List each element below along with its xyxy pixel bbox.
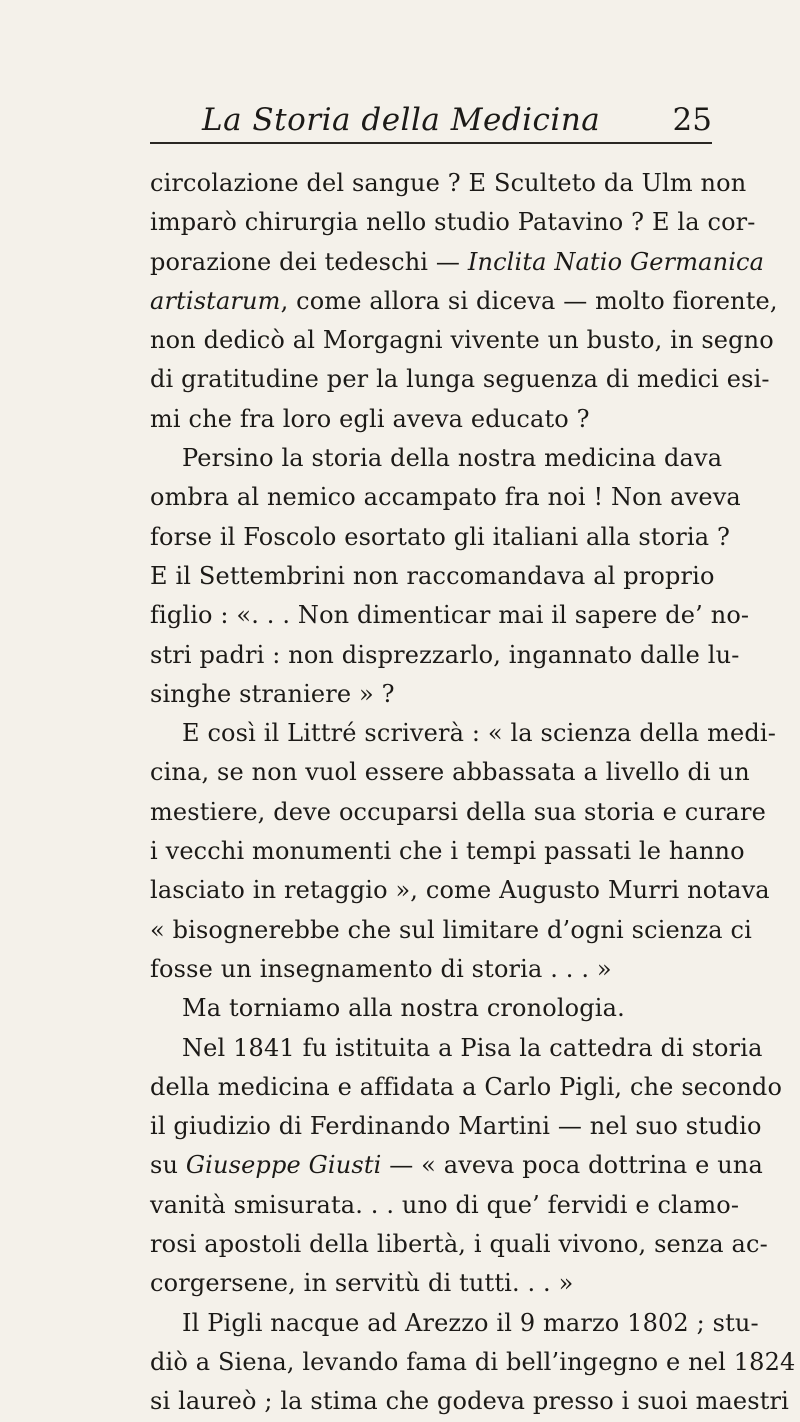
text-segment: diò a Siena, levando fama di bell’ingegno e nel 1824 [150,1347,796,1376]
text-segment: lasciato in retaggio », come Augusto Murri notava [150,876,770,905]
text-line [150,596,750,635]
text-line [150,1186,740,1225]
text-line [150,1107,762,1146]
text-segment: Il Pigli nacque ad Arezzo il 9 marzo 1802 ; stu- [182,1308,759,1337]
text-segment: « bisognerebbe che sul limitare d’ogni scienza ci [150,915,752,944]
text-line [150,243,765,282]
text-segment: figlio : «. . . Non dimenticar mai il sapere de’ no- [150,601,750,630]
italic-text: artistarum [150,286,281,315]
text-segment: singhe straniere » ? [150,679,395,708]
running-title: La Storia della Medicina [202,102,601,138]
text-line [150,360,770,399]
text-line [150,1225,768,1264]
text-line [150,793,766,832]
text-segment: forse il Foscolo esortato gli italiani alla storia ? [150,522,730,551]
text-line [150,1029,763,1068]
text-segment: i vecchi monumenti che i tempi passati le hanno [150,837,745,866]
text-segment: vanità smisurata. . . uno di que’ fervidi e clamo- [150,1190,740,1219]
text-segment: mi che fra loro egli aveva educato ? [150,404,590,433]
text-segment: su [150,1151,186,1180]
text-segment: il giudizio di Ferdinando Martini — nel suo studio [150,1112,762,1141]
text-segment: circolazione del sangue ? E Sculteto da Ulm non [150,169,747,197]
text-line [150,714,777,753]
text-line [150,557,715,596]
text-segment: si laureò ; la stima che godeva presso i suoi maestri [150,1387,789,1416]
italic-text: Inclita Natio Germanica [467,247,765,276]
text-segment: — « aveva poca dottrina e una [381,1151,763,1180]
text-segment: corgersene, in servitù di tutti. . . » [150,1269,574,1298]
text-segment: Persino la storia della nostra medicina dava [182,444,723,473]
body-text [150,164,796,1422]
text-segment: Nel 1841 fu istituita a Pisa la cattedra di storia [182,1033,763,1062]
text-segment: , come allora si diceva — molto fiorente, [280,286,778,315]
text-line [150,282,778,321]
text-line [150,911,752,950]
text-line [150,753,750,792]
text-segment: cina, se non vuol essere abbassata a livello di un [150,758,750,787]
text-line [150,518,730,557]
text-segment: E il Settembrini non raccomandava al proprio [150,561,715,590]
text-line [150,675,710,714]
text-line [150,1304,759,1343]
text-line [150,1382,789,1421]
text-segment: imparò chirurgia nello studio Patavino ? E la cor- [150,208,756,237]
italic-text: Giuseppe Giusti [185,1151,382,1180]
text-segment: porazione dei tedeschi — [150,247,468,276]
text-line [150,164,747,203]
text-line [150,439,723,478]
text-line [150,478,741,517]
text-line [150,989,710,1028]
running-header [150,100,712,144]
text-segment: ombra al nemico accampato fra noi ! Non aveva [150,483,741,512]
text-line [150,321,774,360]
text-line [150,871,770,910]
text-line [150,636,740,675]
text-line [150,1068,783,1107]
text-segment: della medicina e affidata a Carlo Pigli, che secondo [150,1072,783,1101]
text-segment: rosi apostoli della libertà, i quali vivono, senza ac- [150,1230,768,1259]
page-number: 25 [672,102,712,138]
text-line [150,203,756,242]
text-segment: Ma torniamo alla nostra cronologia. [182,994,625,1023]
text-segment: E così il Littré scriverà : « la scienza della medi- [182,719,777,748]
text-line [150,950,710,989]
text-line [150,1343,796,1382]
text-segment: stri padri : non disprezzarlo, ingannato dalle lu- [150,640,740,669]
text-line [150,832,745,871]
text-line [150,400,710,439]
text-segment: mestiere, deve occuparsi della sua storia e curare [150,797,766,826]
text-segment: non dedicò al Morgagni vivente un busto, in segno [150,326,774,355]
text-line [150,1146,763,1185]
text-segment: di gratitudine per la lunga seguenza di medici esi- [150,365,770,394]
text-segment: fosse un insegnamento di storia . . . » [150,954,612,983]
text-line [150,1264,710,1303]
